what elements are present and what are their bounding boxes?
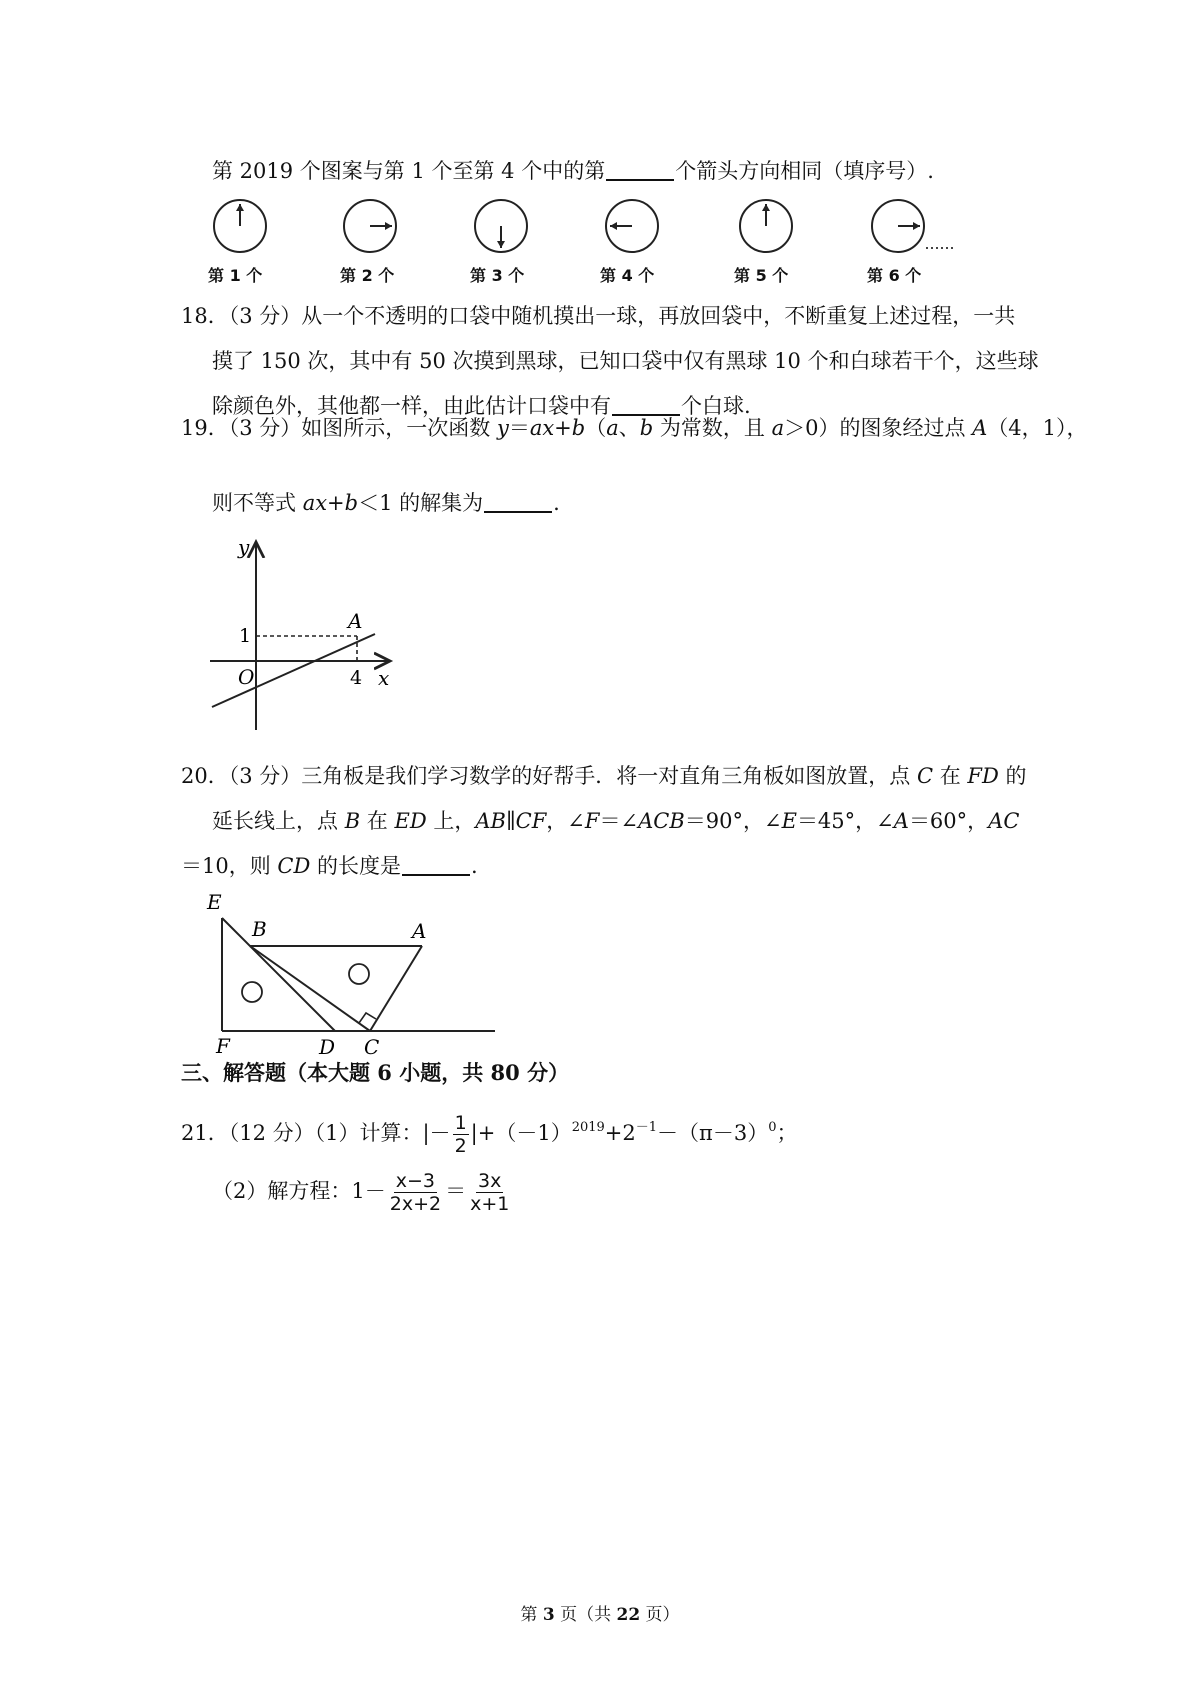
graph-label-x: x bbox=[378, 666, 390, 690]
q20-t6: 上， bbox=[426, 809, 476, 833]
q21-t1: 21．（12 分）（1）计算：|－ bbox=[181, 1121, 451, 1145]
q19-line1 bbox=[181, 414, 1088, 442]
label-E: E bbox=[207, 890, 222, 914]
q20-FD: FD bbox=[967, 764, 999, 788]
q20-AC: AC bbox=[988, 809, 1020, 833]
q20-ED: ED bbox=[394, 809, 427, 833]
q19-expr2: ax+b bbox=[302, 491, 359, 515]
arrow-head-4 bbox=[610, 222, 617, 230]
q19-graph bbox=[200, 530, 400, 730]
graph-label-y: y bbox=[238, 535, 250, 559]
q20-ACB: ACB bbox=[638, 809, 685, 833]
q21-t5: ； bbox=[776, 1121, 798, 1145]
q20-t14: . bbox=[471, 854, 478, 878]
q18-text-a: 除颜色外，其他都一样，由此估计口袋中有 bbox=[212, 394, 611, 418]
q19-answer-blank[interactable] bbox=[484, 491, 552, 513]
q20-t5: 在 bbox=[360, 809, 395, 833]
q19-expr: ax+b bbox=[529, 416, 586, 440]
graph-label-A: A bbox=[348, 609, 363, 633]
q17-answer-blank[interactable] bbox=[606, 159, 674, 181]
q20-CF: CF bbox=[515, 809, 547, 833]
right-angle-mark-C bbox=[359, 1013, 376, 1023]
q17-label-2: 第 2 个 bbox=[340, 266, 395, 285]
q21-t4: －（π－3） bbox=[657, 1121, 769, 1145]
q21-part2 bbox=[212, 1164, 513, 1218]
q19-t1: 19．（3 分）如图所示，一次函数 bbox=[181, 416, 497, 440]
graph-label-O: O bbox=[238, 665, 255, 689]
q19-line2 bbox=[212, 489, 560, 517]
label-C: C bbox=[364, 1035, 380, 1059]
label-B: B bbox=[252, 917, 267, 941]
q20-line1 bbox=[181, 762, 1026, 790]
edge-BC bbox=[250, 946, 370, 1031]
q21-eq: ＝ bbox=[445, 1179, 467, 1203]
q20-B: B bbox=[344, 809, 361, 833]
q20-t1: 20．（3 分）三角板是我们学习数学的好帮手．将一对直角三角板如图放置，点 bbox=[181, 764, 917, 788]
q20-t2: 在 bbox=[933, 764, 968, 788]
label-F: F bbox=[216, 1034, 230, 1058]
q18-text-b: 个白球. bbox=[681, 394, 751, 418]
arrow-head-3 bbox=[497, 241, 505, 248]
q17-label-5: 第 5 个 bbox=[734, 266, 789, 285]
q19-var-a: a bbox=[606, 416, 619, 440]
q17-label-6: 第 6 个 bbox=[867, 266, 922, 285]
q17-label-1: 第 1 个 bbox=[208, 266, 263, 285]
arrow-head-2 bbox=[385, 222, 392, 230]
q19-t3: 、 bbox=[618, 416, 640, 440]
q21-frac-half bbox=[453, 1112, 469, 1157]
q20-line2 bbox=[212, 807, 1019, 835]
edge-AC bbox=[370, 946, 422, 1031]
q17-line1 bbox=[212, 157, 934, 185]
label-D: D bbox=[319, 1035, 336, 1059]
q20-parallel: ∥ bbox=[505, 809, 516, 833]
q17-text-b: 个箭头方向相同（填序号）. bbox=[675, 159, 934, 183]
q20-C: C bbox=[916, 764, 934, 788]
q19-t5: ＞0）的图象经过点 bbox=[784, 416, 973, 440]
q20-answer-blank[interactable] bbox=[402, 854, 470, 876]
q19-t6: （4，1）， bbox=[987, 416, 1088, 440]
q19-t9: . bbox=[553, 491, 560, 515]
q19-t2: （ bbox=[585, 416, 607, 440]
footer-page-number: 3 bbox=[542, 1605, 555, 1625]
graph-label-4: 4 bbox=[350, 667, 363, 689]
q21-part1 bbox=[181, 1108, 798, 1158]
q21-frac-den: 2 bbox=[454, 1135, 467, 1157]
q17-label-4: 第 4 个 bbox=[600, 266, 655, 285]
q20-t4: 延长线上，点 bbox=[212, 809, 345, 833]
arrow-head-5 bbox=[762, 204, 770, 211]
q18-answer-blank[interactable] bbox=[612, 394, 680, 416]
q20-triangle-figure bbox=[200, 890, 520, 1060]
q20-CD: CD bbox=[277, 854, 311, 878]
q20-t8: ＝∠ bbox=[599, 809, 639, 833]
hole-large-triangle bbox=[349, 964, 369, 984]
q21-frac-1 bbox=[388, 1170, 443, 1215]
label-A: A bbox=[412, 919, 427, 943]
q20-t13: 的长度是 bbox=[310, 854, 401, 878]
q20-line3 bbox=[181, 852, 478, 880]
q21-t3: +2 bbox=[604, 1121, 636, 1145]
arrow-head-6 bbox=[913, 222, 920, 230]
q21-frac-2 bbox=[468, 1170, 511, 1215]
q20-A: A bbox=[893, 809, 909, 833]
q20-F: F bbox=[584, 809, 600, 833]
q21-exp-2019: 2019 bbox=[571, 1120, 605, 1135]
q21-exp-neg1: －1 bbox=[635, 1120, 658, 1135]
q19-var-a2: a bbox=[771, 416, 785, 440]
q19-eq: ＝ bbox=[508, 416, 530, 440]
q17-arrow-figures bbox=[0, 198, 1200, 258]
q18-line1: 18．（3 分）从一个不透明的口袋中随机摸出一球，再放回袋中，不断重复上述过程，一共 bbox=[181, 304, 1016, 328]
q20-t7: ，∠ bbox=[546, 809, 585, 833]
q20-t12: ＝10，则 bbox=[181, 854, 278, 878]
q19-t8: ＜1 的解集为 bbox=[358, 491, 484, 515]
graph-label-1: 1 bbox=[239, 625, 252, 647]
q20-AB: AB bbox=[475, 809, 506, 833]
arrow-head-1 bbox=[236, 204, 244, 211]
q20-t3: 的 bbox=[998, 764, 1027, 788]
footer-t3: 页） bbox=[640, 1605, 680, 1625]
q18-line2: 摸了 150 次，其中有 50 次摸到黑球，已知口袋中仅有黑球 10 个和白球若干个，这些球 bbox=[212, 349, 1039, 373]
q21-frac1-num: x−3 bbox=[395, 1170, 436, 1192]
q17-label-3: 第 3 个 bbox=[470, 266, 525, 285]
q19-var-b: b bbox=[639, 416, 654, 440]
q20-t9: ＝90°，∠ bbox=[684, 809, 782, 833]
footer-t1: 第 bbox=[520, 1605, 543, 1625]
q21-exp-0: 0 bbox=[768, 1120, 777, 1135]
q21-frac1-den: 2x+2 bbox=[389, 1193, 442, 1215]
footer-t2: 页（共 bbox=[554, 1605, 617, 1625]
footer-total-pages: 22 bbox=[616, 1605, 641, 1625]
q19-point-A: A bbox=[972, 416, 988, 440]
q19-t4: 为常数，且 bbox=[653, 416, 772, 440]
q17-text-a: 第 2019 个图案与第 1 个至第 4 个中的第 bbox=[212, 159, 606, 183]
q21-frac2-num: 3x bbox=[478, 1170, 502, 1192]
q21-frac2-den: x+1 bbox=[470, 1193, 510, 1215]
q20-t11: ＝60°， bbox=[908, 809, 989, 833]
hole-small-triangle bbox=[242, 982, 262, 1002]
q21-t6: （2）解方程：1－ bbox=[212, 1179, 386, 1203]
page-footer bbox=[0, 1600, 1200, 1625]
q19-t7: 则不等式 bbox=[212, 491, 303, 515]
edge-ED bbox=[222, 918, 335, 1031]
q20-t10: ＝45°，∠ bbox=[796, 809, 894, 833]
q20-E: E bbox=[781, 809, 797, 833]
section3-title: 三、解答题（本大题 6 小题，共 80 分） bbox=[181, 1060, 570, 1085]
q21-t2: |+（－1） bbox=[470, 1121, 572, 1145]
q21-frac-num: 1 bbox=[454, 1112, 467, 1134]
q19-var-y: y bbox=[496, 416, 509, 440]
